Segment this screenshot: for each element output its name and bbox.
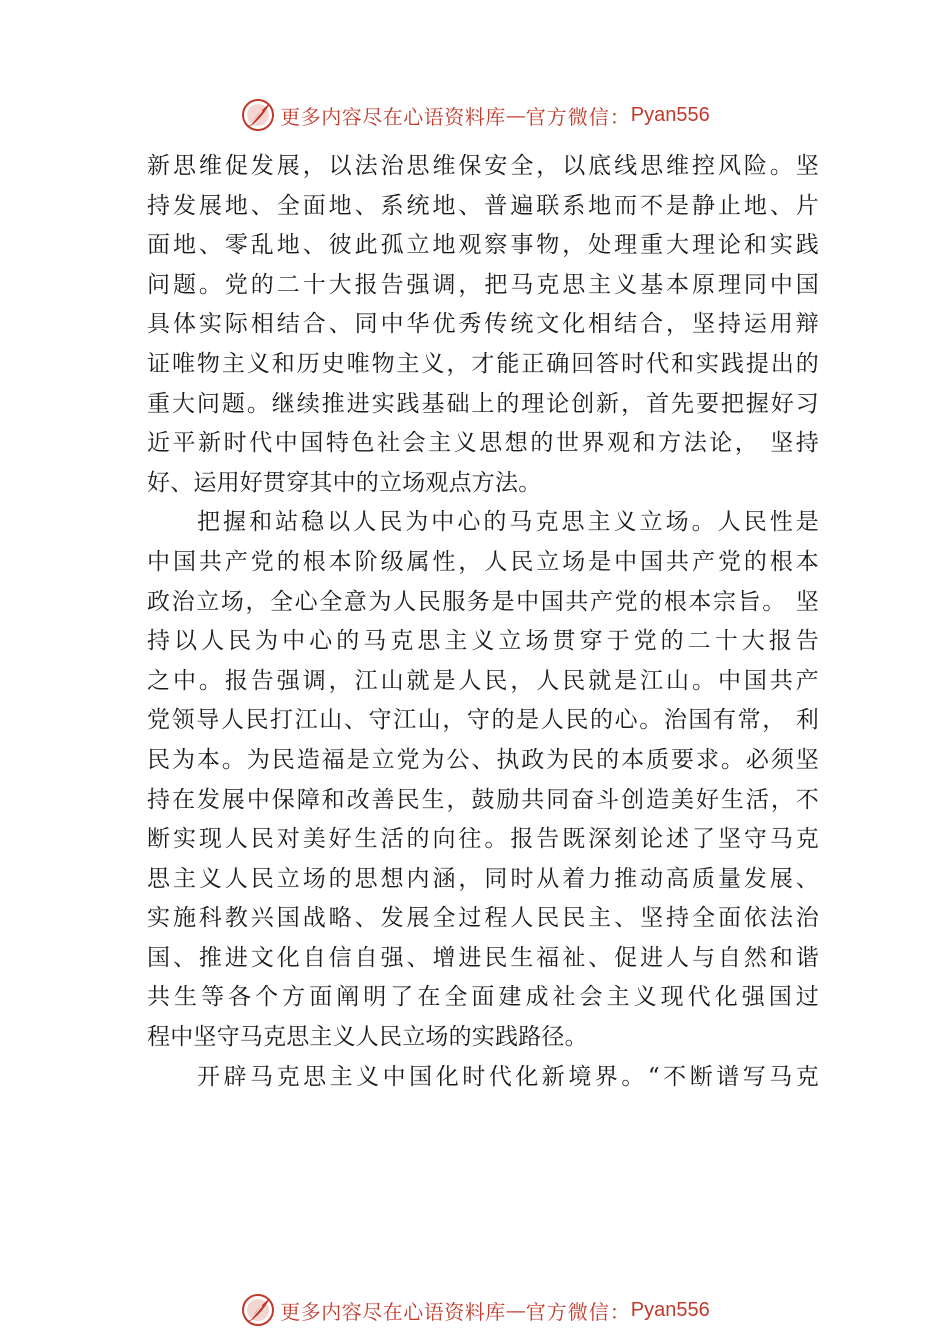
banner-separator: —: [505, 1298, 526, 1322]
document-body: [147, 147, 819, 1097]
body-line: 中国共产党的根本阶级属性，人民立场是中国共产党的根本: [147, 548, 819, 575]
body-line: 好、运用好贯穿其中的立场观点方法。: [147, 469, 542, 496]
quill-logo-icon: [240, 97, 276, 133]
quill-logo-icon: [240, 1292, 276, 1328]
brand-text: 更多内容尽在心语资料库: [280, 104, 506, 129]
body-line: 新思维促发展，以法治思维保安全，以底线思维控风险。坚: [147, 153, 819, 179]
body-line: 重大问题。继续推进实践基础上的理论创新，首先要把握好习: [147, 390, 819, 417]
body-line: 具体实际相结合、同中华优秀传统文化相结合，坚持运用辩: [147, 311, 819, 338]
footer-banner: [0, 1290, 950, 1330]
body-line: 共生等各个方面阐明了在全面建成社会主义现代化强国过: [147, 984, 819, 1011]
body-line: 近平新时代中国特色社会主义思想的世界观和方法论， 坚持: [147, 430, 819, 457]
header-banner: [0, 95, 950, 135]
body-line: 之中。报告强调，江山就是人民，人民就是江山。中国共产: [147, 667, 819, 694]
body-line: 民为本。为民造福是立党为公、执政为民的本质要求。必须坚: [147, 746, 819, 773]
wechat-id: Pyan556: [630, 103, 710, 126]
body-line: 持在发展中保障和改善民生，鼓励共同奋斗创造美好生活，不: [147, 786, 819, 813]
body-line: 断实现人民对美好生活的向往。报告既深刻论述了坚守马克: [147, 826, 819, 853]
wechat-label: 官方微信：: [525, 1299, 631, 1324]
body-line: 政治立场，全心全意为人民服务是中国共产党的根本宗旨。 坚: [147, 588, 819, 615]
paragraph-start-line: 把握和站稳以人民为中心的马克思主义立场。人民性是: [197, 509, 819, 536]
brand-text: 更多内容尽在心语资料库: [280, 1299, 506, 1324]
banner-separator: —: [505, 103, 526, 127]
body-line: 程中坚守马克思主义人民立场的实践路径。: [147, 1024, 588, 1051]
body-line: 持以人民为中心的马克思主义立场贯穿于党的二十大报告: [147, 628, 819, 655]
body-line: 证唯物主义和历史唯物主义，才能正确回答时代和实践提出的: [147, 350, 819, 377]
wechat-label: 官方微信：: [525, 104, 631, 129]
body-line: 问题。党的二十大报告强调，把马克思主义基本原理同中国: [147, 271, 819, 298]
body-line: 思主义人民立场的思想内涵，同时从着力推动高质量发展、: [147, 865, 819, 892]
body-line: 持发展地、全面地、系统地、普遍联系地而不是静止地、片: [147, 192, 819, 219]
paragraph-start-line: 开辟马克思主义中国化时代化新境界。“不断谱写马克: [197, 1063, 819, 1090]
body-line: 实施科教兴国战略、发展全过程人民民主、坚持全面依法治: [147, 905, 819, 932]
body-line: 面地、零乱地、彼此孤立地观察事物，处理重大理论和实践: [147, 232, 819, 259]
body-line: 国、推进文化自信自强、增进民生福祉、促进人与自然和谐: [147, 944, 819, 971]
wechat-id: Pyan556: [630, 1298, 710, 1321]
body-line: 党领导人民打江山、守江山，守的是人民的心。治国有常， 利: [147, 707, 819, 734]
